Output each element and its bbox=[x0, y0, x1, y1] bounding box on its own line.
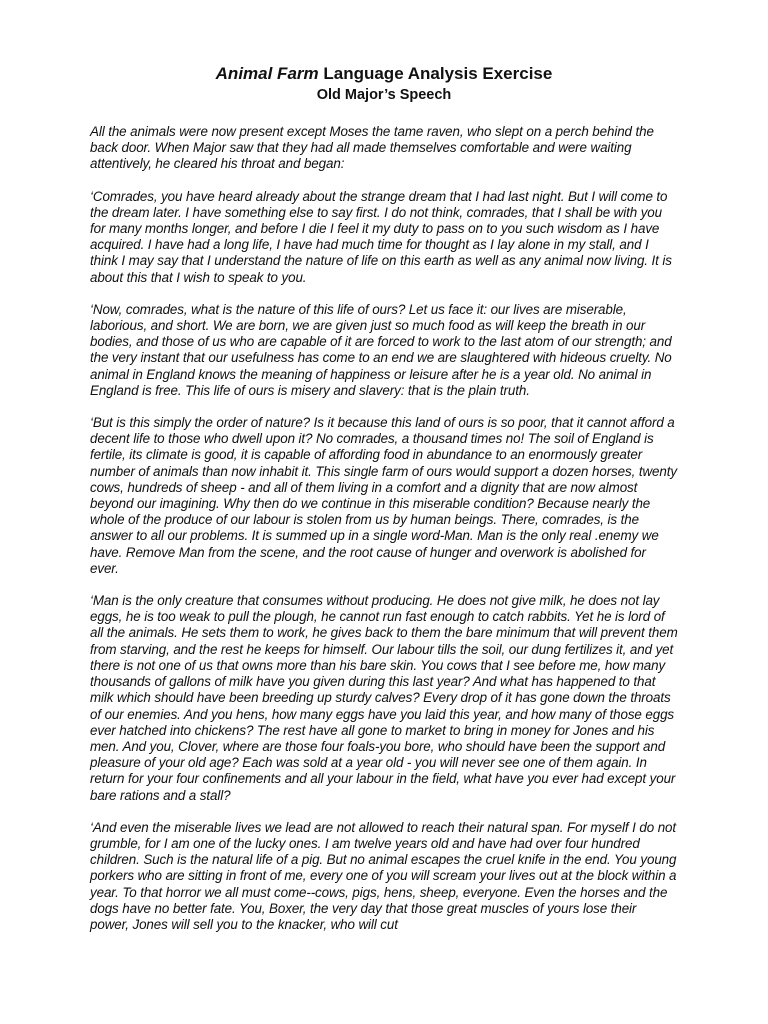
title-rest: Language Analysis Exercise bbox=[318, 64, 553, 83]
title-book-name: Animal Farm bbox=[215, 64, 319, 83]
paragraph-order-of-nature: ‘But is this simply the order of nature? Is it because this land of ours is so poor, that it cannot afford a decent life to those who dwell upon it? No comrades, a thousand times no! The soil of England is fertile, its climate is good, it is capable of affording food in abundance to an enormously greater number of animals than now inhabit it. This single farm of ours would support a dozen horses, twenty cows, hundreds of sheep - and all of them living in a comfort and a dignity that are now almost beyond our imagining. Why then do we continue in this miserable condition? Because nearly the whole of the produce of our labour is stolen from us by human beings. There, comrades, is the answer to all our problems. It is summed up in a single word-Man. Man is the only real .enemy we have. Remove Man from the scene, and the root cause of hunger and overwork is abolished for ever. bbox=[90, 415, 677, 576]
document-page bbox=[90, 64, 678, 933]
document-subtitle: Old Major’s Speech bbox=[316, 87, 452, 103]
paragraph-intro: All the animals were now present except Moses the tame raven, who slept on a perch behind the back door. When Major saw that they had all made themselves comfortable and were waiting attentively, he cleared his throat and began: bbox=[90, 124, 654, 172]
paragraph-comrades: ‘Comrades, you have heard already about the strange dream that I had last night. But I will come to the dream later. I have something else to say first. I do not think, comrades, that I shall be with you for many months longer, and before I die I feel it my duty to pass on to you such wisdom as I have acquired. I have had a long life, I have had much time for thought as I lay alone in my stall, and I think I may say that I understand the nature of life on this earth as well as any animal now living. It is about this that I wish to speak to you. bbox=[90, 188, 672, 285]
document-title bbox=[90, 64, 678, 84]
paragraph-man-consumes: ‘Man is the only creature that consumes without producing. He does not give milk, he does not lay eggs, he is too weak to pull the plough, he cannot run fast enough to catch rabbits. Yet he is lord of all the animals. He sets them to work, he gives back to them the bare minimum that will prevent them from starving, and the rest he keeps for himself. Our labour tills the soil, our dung fertilizes it, and yet there is not one of us that owns more than his bare skin. You cows that I see before me, how many thousands of gallons of milk have you given during this last year? And what has happened to that milk which should have been breeding up sturdy calves? Every drop of it has gone down the throats of our enemies. And you hens, how many eggs have you laid this year, and how many of those eggs ever hatched into chickens? The rest have all gone to market to bring in money for Jones and his men. And you, Clover, where are those four foals-you bore, who should have been the support and pleasure of your old age? Each was sold at a year old - you will never see one of them again. In return for your four confinements and all your labour in the field, what have you ever had except your bare rations and a stall? bbox=[90, 593, 678, 803]
paragraph-miserable-lives: ‘And even the miserable lives we lead are not allowed to reach their natural span. For myself I do not grumble, for I am one of the lucky ones. I am twelve years old and have had over four hundred children. Such is the natural life of a pig. But no animal escapes the cruel knife in the end. You young porkers who are sitting in front of me, every one of you will scream your lives out at the block within a year. To that horror we all must come--cows, pigs, hens, sheep, everyone. Even the horses and the dogs have no better fate. You, Boxer, the very day that those great muscles of yours lose their power, Jones will sell you to the knacker, who will cut bbox=[90, 819, 677, 932]
paragraph-nature-of-life: ‘Now, comrades, what is the nature of this life of ours? Let us face it: our lives are miserable, laborious, and short. We are born, we are given just so much food as will keep the breath in our bodies, and those of us who are capable of it are forced to work to the last atom of our strength; and the very instant that our usefulness has come to an end we are slaughtered with hideous cruelty. No animal in England knows the meaning of happiness or leisure after he is a year old. No animal in England is free. This life of ours is misery and slavery: that is the plain truth. bbox=[90, 301, 672, 398]
